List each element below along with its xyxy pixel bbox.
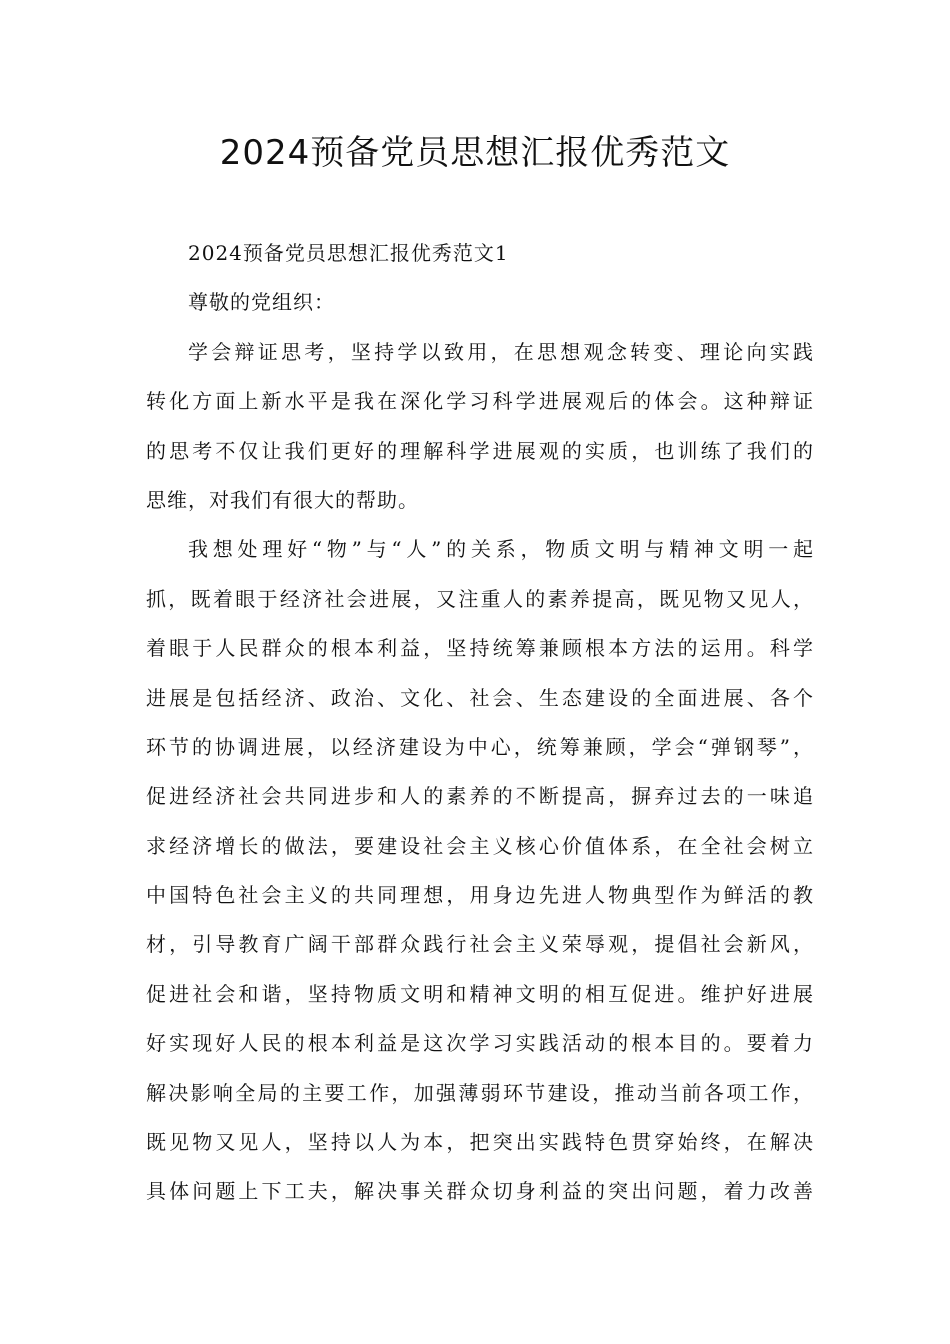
paragraph-line: 中国特色社会主义的共同理想，用身边先进人物典型作为鲜活的教	[146, 883, 814, 908]
paragraph-line: 解决影响全局的主要工作，加强薄弱环节建设，推动当前各项工作，	[146, 1080, 814, 1105]
salutation: 尊敬的党组织：	[188, 290, 335, 315]
paragraph-line: 材，引导教育广阔干部群众践行社会主义荣辱观，提倡社会新风，	[146, 932, 814, 957]
paragraph-line: 的思考不仅让我们更好的理解科学进展观的实质，也训练了我们的	[146, 438, 814, 463]
document-subtitle: 2024预备党员思想汇报优秀范文1	[188, 241, 509, 265]
document-title: 2024预备党员思想汇报优秀范文	[219, 133, 731, 173]
paragraph-line: 着眼于人民群众的根本利益，坚持统筹兼顾根本方法的运用。科学	[146, 636, 814, 661]
paragraph-line: 我想处理好“物”与“人”的关系，物质文明与精神文明一起	[188, 537, 814, 562]
paragraph-line: 抓，既着眼于经济社会进展，又注重人的素养提高，既见物又见人，	[146, 586, 814, 611]
paragraph-line: 进展是包括经济、政治、文化、社会、生态建设的全面进展、各个	[146, 685, 814, 710]
paragraph-line: 环节的协调进展，以经济建设为中心，统筹兼顾，学会“弹钢琴”，	[146, 734, 814, 759]
paragraph-line: 思维，对我们有很大的帮助。	[146, 487, 419, 512]
paragraph-line: 好实现好人民的根本利益是这次学习实践活动的根本目的。要着力	[146, 1031, 814, 1056]
paragraph-line: 学会辩证思考，坚持学以致用，在思想观念转变、理论向实践	[188, 339, 814, 364]
paragraph-2	[146, 528, 814, 1219]
paragraph-line: 既见物又见人，坚持以人为本，把突出实践特色贯穿始终，在解决	[146, 1130, 814, 1155]
paragraph-line: 转化方面上新水平是我在深化学习科学进展观后的体会。这种辩证	[146, 389, 814, 414]
paragraph-line: 具体问题上下工夫，解决事关群众切身利益的突出问题，着力改善	[146, 1179, 814, 1204]
paragraph-line: 促进社会和谐，坚持物质文明和精神文明的相互促进。维护好进展	[146, 981, 814, 1006]
document-body	[146, 232, 814, 1220]
paragraph-line: 求经济增长的做法，要建设社会主义核心价值体系，在全社会树立	[146, 833, 814, 858]
paragraph-1	[146, 331, 814, 529]
paragraph-line: 促进经济社会共同进步和人的素养的不断提高，摒弃过去的一味追	[146, 784, 814, 809]
